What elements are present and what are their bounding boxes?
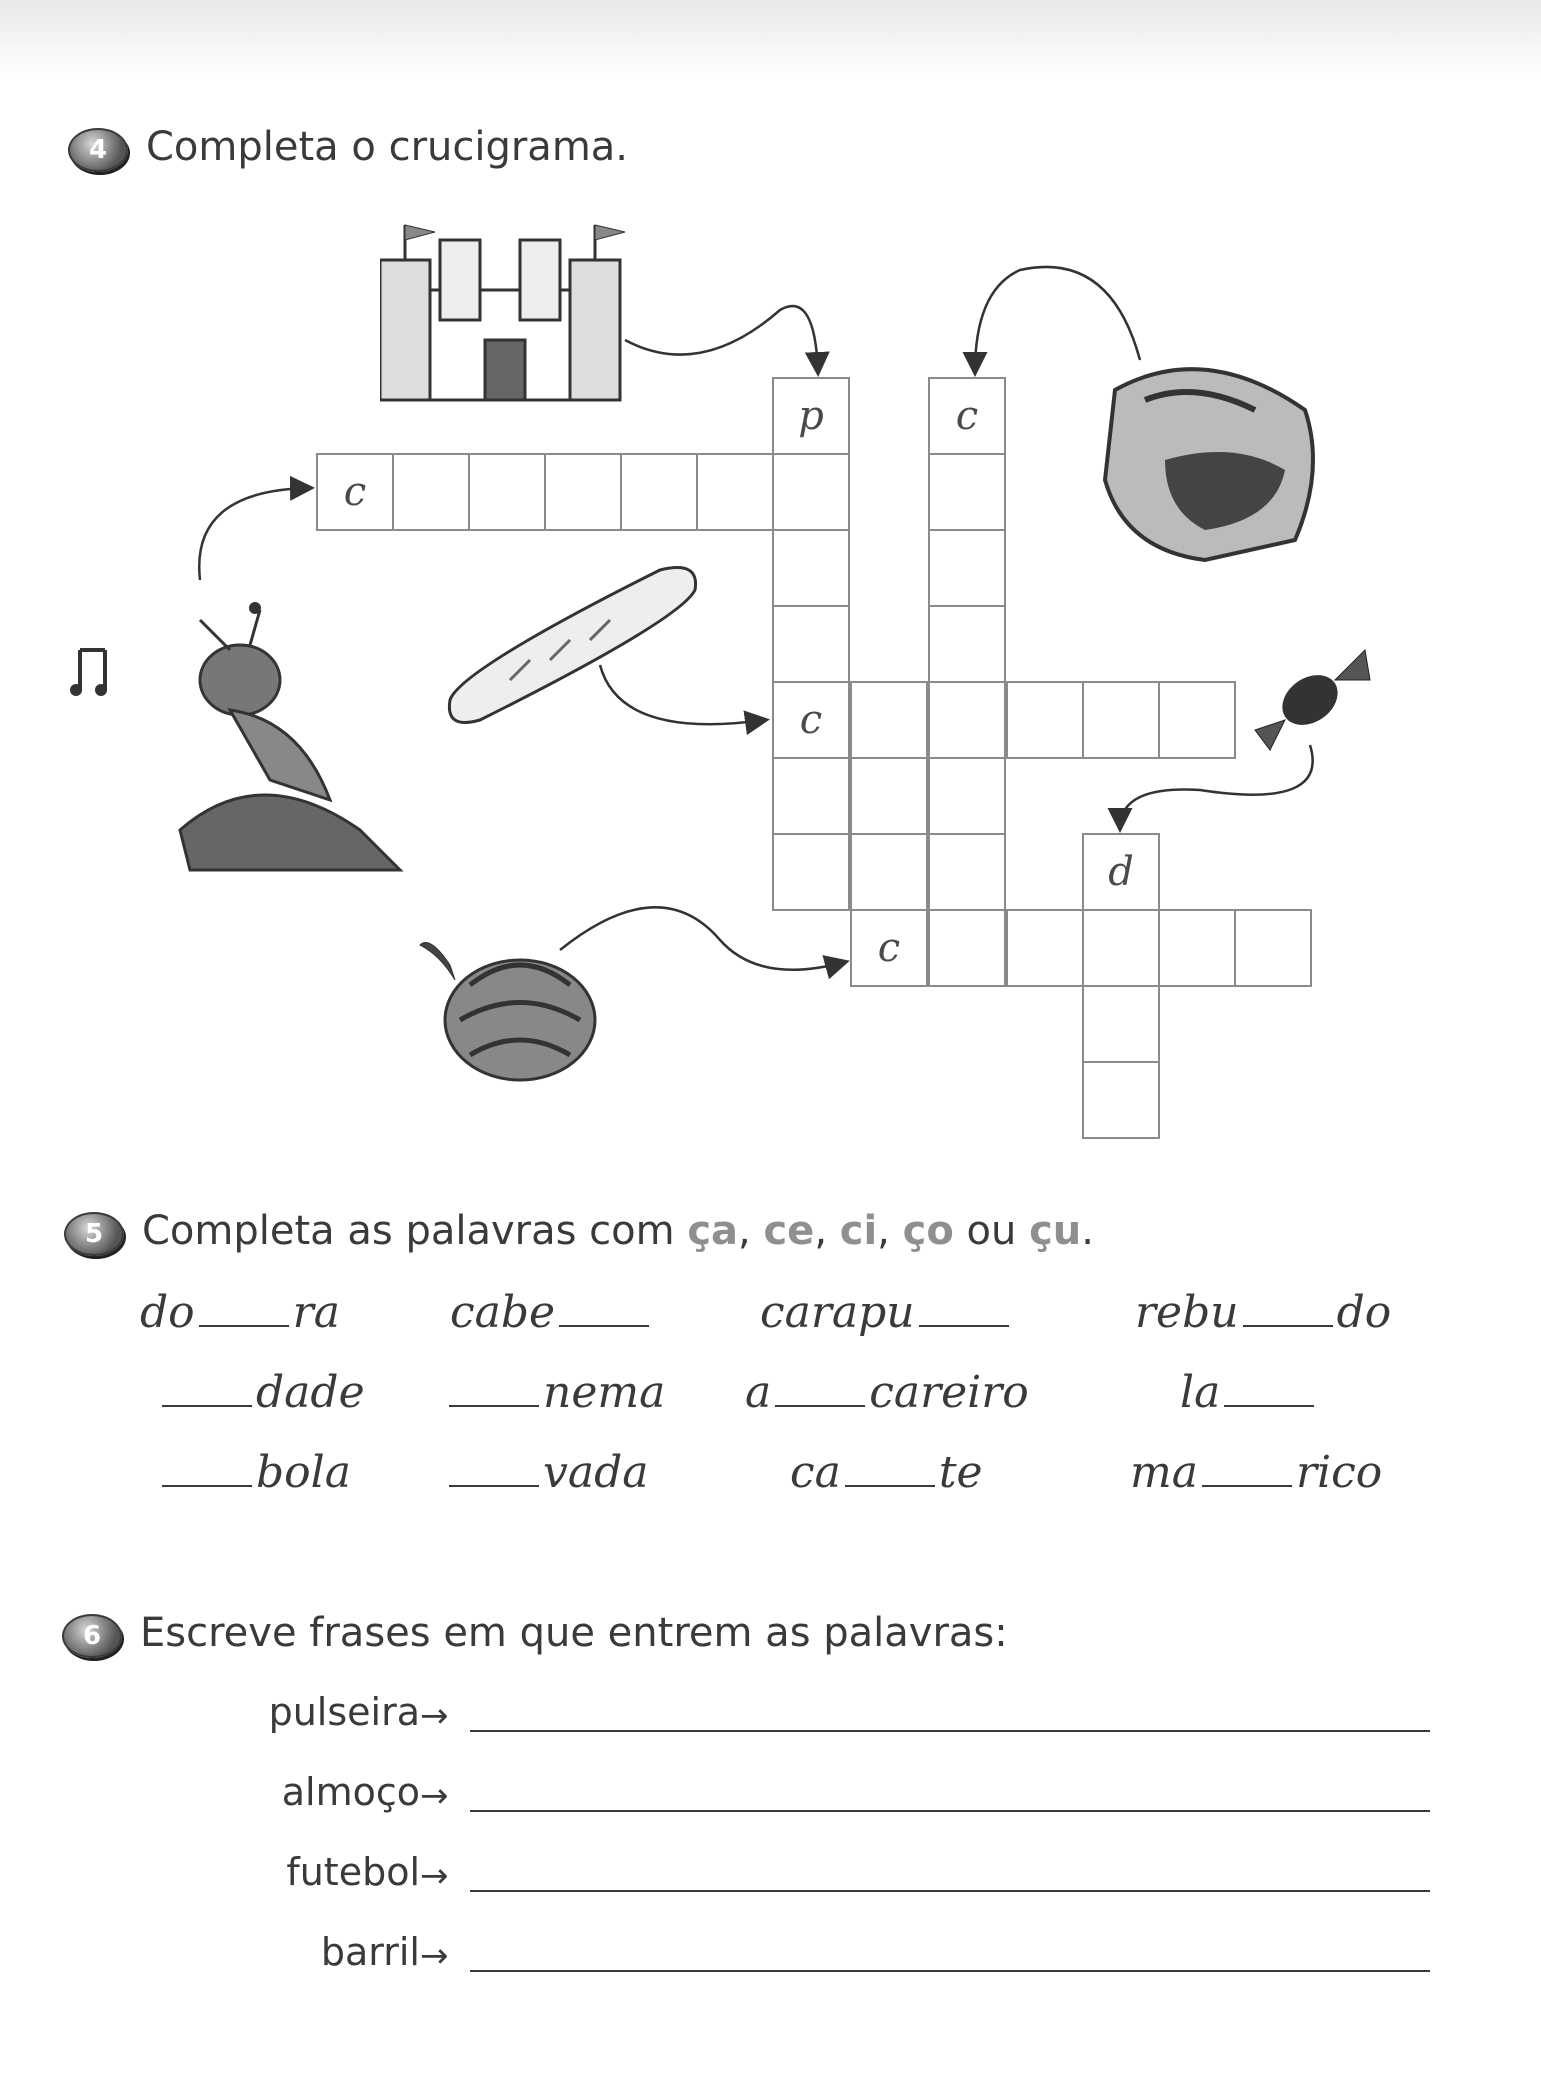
- given-letter: d: [1108, 849, 1134, 895]
- exercise-6-instruction: Escreve frases em que entrem as palavras:: [140, 1610, 1008, 1656]
- sentence-row: [130, 1850, 1430, 1910]
- word-item: do ra: [140, 1287, 340, 1338]
- sentence-row: [130, 1930, 1430, 1990]
- sentence-row: [130, 1690, 1430, 1750]
- word-row: [140, 1365, 1420, 1435]
- word-blank[interactable]: [919, 1285, 1009, 1327]
- word-item: bola: [158, 1445, 351, 1498]
- given-letter: c: [343, 469, 367, 515]
- word-blank[interactable]: [162, 1365, 252, 1407]
- arrow-icon: →: [420, 1776, 449, 1816]
- word-blank[interactable]: [1224, 1365, 1314, 1407]
- word-blank[interactable]: [1202, 1445, 1292, 1487]
- word-item: ca te: [790, 1447, 983, 1498]
- comma: ,: [814, 1208, 828, 1254]
- exercise-5-badge: [64, 1212, 124, 1256]
- word-item: cabe: [450, 1285, 653, 1338]
- given-letter: c: [955, 393, 979, 439]
- exercise-6-number: 6: [82, 1621, 102, 1651]
- sentence-line[interactable]: [470, 1970, 1430, 1972]
- period: .: [1081, 1208, 1094, 1254]
- syllable-ca: ça: [687, 1208, 739, 1254]
- arrow-icon: →: [420, 1936, 449, 1976]
- word-blank[interactable]: [449, 1365, 539, 1407]
- word-blank[interactable]: [199, 1285, 289, 1327]
- word-blank[interactable]: [449, 1445, 539, 1487]
- word-item: ma rico: [1130, 1447, 1383, 1498]
- word-row: [140, 1285, 1420, 1355]
- arrow-icon: →: [420, 1696, 449, 1736]
- word-item: la: [1180, 1365, 1318, 1418]
- given-letter: c: [799, 697, 823, 743]
- given-letter: p: [798, 393, 824, 439]
- sentence-line[interactable]: [470, 1890, 1430, 1892]
- exercise-4-number: 4: [88, 135, 108, 165]
- comma: ,: [877, 1208, 890, 1254]
- or-word: ou: [966, 1208, 1017, 1254]
- exercise-6-badge: [62, 1614, 122, 1658]
- comma: ,: [738, 1208, 751, 1254]
- given-letter: c: [877, 925, 901, 971]
- syllable-co: ço: [902, 1208, 954, 1254]
- word-blank[interactable]: [775, 1365, 865, 1407]
- word-item: dade: [158, 1365, 365, 1418]
- arrow-icon: →: [420, 1856, 449, 1896]
- sentence-word: barril: [320, 1930, 420, 1974]
- word-item: carapu: [760, 1285, 1013, 1338]
- exercise-5-instruction: [142, 1208, 1094, 1254]
- sentence-word: almoço: [281, 1770, 420, 1814]
- syllable-ci: ci: [839, 1208, 878, 1254]
- sentence-line[interactable]: [470, 1730, 1430, 1732]
- word-row: [140, 1445, 1420, 1515]
- syllable-ce: ce: [763, 1208, 815, 1254]
- word-item: a careiro: [745, 1367, 1029, 1418]
- word-item: rebu do: [1135, 1287, 1392, 1338]
- word-item: vada: [445, 1445, 649, 1498]
- exercise-5-number: 5: [84, 1219, 104, 1249]
- word-item: nema: [445, 1365, 665, 1418]
- syllable-cu: çu: [1029, 1208, 1082, 1254]
- sentence-row: [130, 1770, 1430, 1830]
- sentence-word: pulseira: [268, 1690, 420, 1734]
- word-blank[interactable]: [162, 1445, 252, 1487]
- sentence-line[interactable]: [470, 1810, 1430, 1812]
- word-blank[interactable]: [845, 1445, 935, 1487]
- word-blank[interactable]: [559, 1285, 649, 1327]
- instruction-prefix: Completa as palavras com: [142, 1208, 675, 1254]
- sentence-word: futebol: [286, 1850, 420, 1894]
- exercise-4-instruction: Completa o crucigrama.: [146, 124, 629, 170]
- word-blank[interactable]: [1243, 1285, 1333, 1327]
